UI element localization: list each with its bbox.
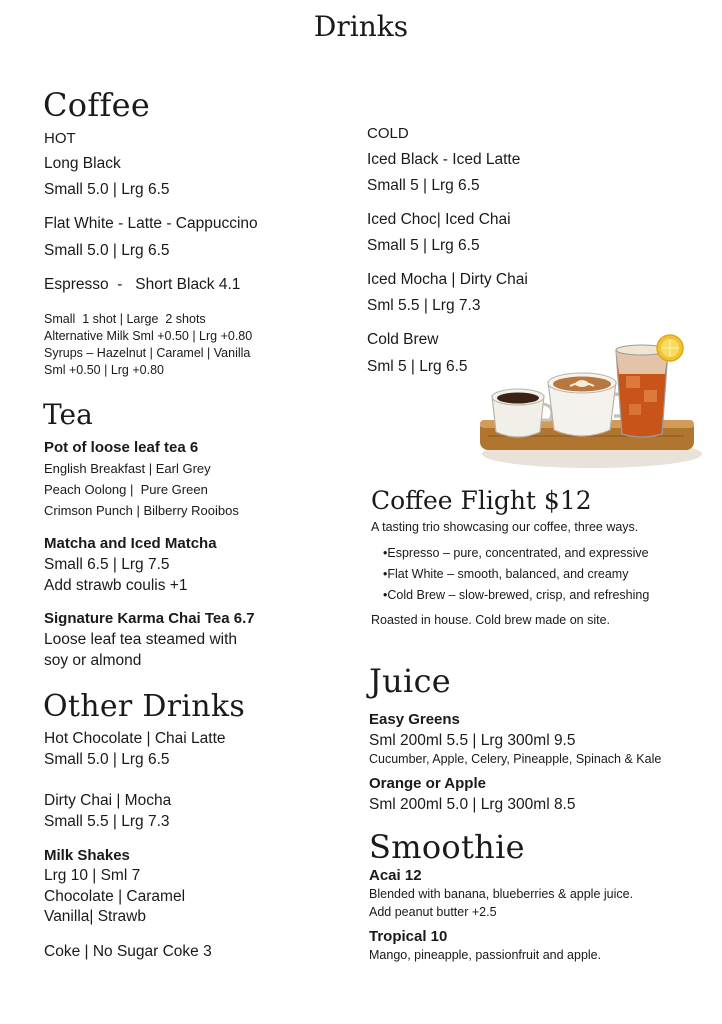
acai-name: Acai 12 (369, 867, 422, 884)
milk-shakes-line: Lrg 10 | Sml 7 (44, 867, 141, 884)
long-black-price: Small 5.0 | Lrg 6.5 (44, 181, 170, 198)
milk-shakes-name: Milk Shakes (44, 847, 130, 864)
coffee-flight-bullet: •Espresso – pure, concentrated, and expressive (383, 546, 649, 560)
flat-white-price: Small 5.0 | Lrg 6.5 (44, 242, 170, 259)
matcha-price: Small 6.5 | Lrg 7.5 (44, 556, 170, 573)
cold-item-name: Iced Mocha | Dirty Chai (367, 271, 528, 288)
coffee-note: Sml +0.50 | Lrg +0.80 (44, 363, 164, 377)
chai-name: Signature Karma Chai Tea 6.7 (44, 610, 255, 627)
orange-apple-price: Sml 200ml 5.0 | Lrg 300ml 8.5 (369, 796, 576, 813)
coffee-flight-intro: A tasting trio showcasing our coffee, three ways. (371, 520, 639, 534)
cold-item-name: Iced Choc| Iced Chai (367, 211, 511, 228)
coffee-note: Syrups – Hazelnut | Caramel | Vanilla (44, 346, 251, 360)
easy-greens-price: Sml 200ml 5.5 | Lrg 300ml 9.5 (369, 732, 576, 749)
tea-heading: Tea (43, 398, 93, 431)
coffee-flight-footer: Roasted in house. Cold brew made on site. (371, 613, 611, 627)
cold-item-name: Cold Brew (367, 331, 439, 348)
chai-desc: soy or almond (44, 652, 142, 669)
other-drinks-heading: Other Drinks (43, 689, 246, 724)
coffee-flight-heading: Coffee Flight $12 (371, 486, 592, 515)
orange-apple-name: Orange or Apple (369, 775, 486, 792)
long-black-name: Long Black (44, 155, 121, 172)
coffee-heading: Coffee (43, 86, 151, 124)
matcha-addon: Add strawb coulis +1 (44, 577, 188, 594)
hot-chocolate-name: Hot Chocolate | Chai Latte (44, 730, 226, 747)
tea-variety: Crimson Punch | Bilberry Rooibos (44, 503, 239, 518)
tea-variety: Peach Oolong | Pure Green (44, 482, 208, 497)
acai-desc: Add peanut butter +2.5 (369, 905, 497, 919)
coffee-flight-bullet: •Flat White – smooth, balanced, and creamy (383, 567, 629, 581)
milk-shakes-line: Vanilla| Strawb (44, 908, 146, 925)
matcha-name: Matcha and Iced Matcha (44, 535, 217, 552)
hot-chocolate-price: Small 5.0 | Lrg 6.5 (44, 751, 170, 768)
page-title: Drinks (313, 10, 409, 43)
coke-item: Coke | No Sugar Coke 3 (44, 943, 212, 960)
cold-item-price: Small 5 | Lrg 6.5 (367, 237, 480, 254)
coffee-note: Alternative Milk Sml +0.50 | Lrg +0.80 (44, 329, 253, 343)
coffee-flight-illustration (474, 334, 704, 484)
cold-item-name: Iced Black - Iced Latte (367, 151, 521, 168)
milk-shakes-line: Chocolate | Caramel (44, 888, 186, 905)
easy-greens-name: Easy Greens (369, 711, 460, 728)
cold-label: COLD (367, 125, 409, 142)
acai-desc: Blended with banana, blueberries & apple juice. (369, 887, 634, 901)
juice-heading: Juice (369, 662, 452, 700)
cold-item-price: Sml 5 | Lrg 6.5 (367, 358, 468, 375)
tropical-name: Tropical 10 (369, 928, 448, 945)
tea-variety: English Breakfast | Earl Grey (44, 461, 211, 476)
smoothie-heading: Smoothie (369, 828, 525, 866)
espresso-item: Espresso - Short Black 4.1 (44, 276, 241, 293)
coffee-flight-bullet: •Cold Brew – slow-brewed, crisp, and refreshing (383, 588, 650, 602)
coffee-note: Small 1 shot | Large 2 shots (44, 312, 206, 326)
dirty-chai-name: Dirty Chai | Mocha (44, 792, 172, 809)
dirty-chai-price: Small 5.5 | Lrg 7.3 (44, 813, 170, 830)
tea-pot: Pot of loose leaf tea 6 (44, 439, 199, 456)
cold-item-price: Sml 5.5 | Lrg 7.3 (367, 297, 481, 314)
flat-white-name: Flat White - Latte - Cappuccino (44, 215, 258, 232)
hot-label: HOT (44, 130, 76, 147)
cold-item-price: Small 5 | Lrg 6.5 (367, 177, 480, 194)
tropical-desc: Mango, pineapple, passionfruit and apple. (369, 948, 602, 962)
chai-desc: Loose leaf tea steamed with (44, 631, 238, 648)
easy-greens-desc: Cucumber, Apple, Celery, Pineapple, Spinach & Kale (369, 752, 662, 766)
